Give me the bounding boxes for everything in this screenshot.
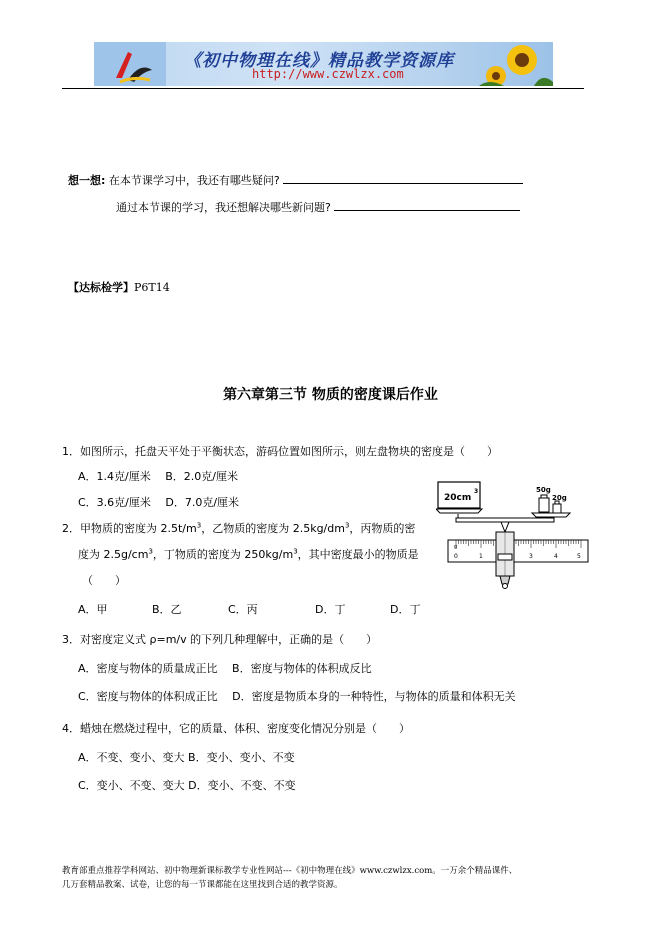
tick-label-3: 3 xyxy=(529,553,533,560)
banner-url[interactable]: http://www.czwlzx.com xyxy=(252,67,404,81)
q2-option-b: B．乙 xyxy=(152,603,182,616)
sunflower-icon xyxy=(479,45,553,86)
q3-stem: 3．对密度定义式 ρ=m/v 的下列几种理解中，正确的是（ ） xyxy=(62,633,378,646)
q2-option-a: A．甲 xyxy=(78,603,108,616)
q2-sup-1: 3 xyxy=(196,521,202,530)
q2-line-1 xyxy=(62,520,415,536)
q1-options-cd: C．3.6克/厘米 D．7.0克/厘米 xyxy=(78,496,240,509)
answer-blank-1[interactable] xyxy=(283,172,523,184)
answer-blank-2[interactable] xyxy=(334,199,520,211)
q2-text-2a: 度为 2.5g/cm xyxy=(78,548,149,561)
scale-ruler xyxy=(448,540,588,562)
q4-options-ab: A．不变、变小、变大 B．变小、变小、不变 xyxy=(78,751,295,764)
q1-stem: 1．如图所示，托盘天平处于平衡状态，游码位置如图所示，则左盘物块的密度是（ ） xyxy=(62,445,498,458)
weight-50g-label: 50g xyxy=(536,486,551,494)
q4-stem: 4．蜡烛在燃烧过程中，它的质量、体积、密度变化情况分别是（ ） xyxy=(62,722,410,735)
check-line xyxy=(68,279,170,295)
q2-text-1b: ，乙物质的密度为 2.5kg/dm xyxy=(201,522,345,535)
q3-options-ab: A．密度与物体的质量成正比 B．密度与物体的体积成反比 xyxy=(78,662,372,675)
beam xyxy=(456,518,554,522)
tick-label-0: 0 xyxy=(454,553,458,560)
q2-sup-2: 3 xyxy=(344,521,350,530)
header-divider xyxy=(62,88,584,89)
think-question-1: 在本节课学习中，我还有哪些疑问? xyxy=(108,174,280,187)
q2-option-d-repeat: D．丁 xyxy=(390,603,421,616)
rider xyxy=(498,554,512,560)
tick-label-1: 1 xyxy=(479,553,483,560)
balance-figure xyxy=(436,478,596,590)
tick-label-4: 4 xyxy=(554,553,558,560)
check-label: 【达标检学】 xyxy=(68,281,134,294)
think-line-2 xyxy=(116,199,520,215)
balance-base xyxy=(500,576,510,584)
q2-sup-4: 3 xyxy=(293,547,298,556)
footer-line-1: 教育部重点推荐学科网站、初中物理新课标教学专业性网站---《初中物理在线》www.czwlzx.com。一万余个精品课件、 xyxy=(62,866,518,876)
q2-option-d: D．丁 xyxy=(315,603,346,616)
q2-sup-3: 3 xyxy=(148,547,153,556)
block-label-sup: 3 xyxy=(474,488,479,495)
think-label: 想一想: xyxy=(68,174,106,187)
q2-text-1c: ，丙物质的密 xyxy=(349,522,416,535)
footer-line-2: 几万套精品教案、试卷，让您的每一节课都能在这里找到合适的教学资源。 xyxy=(62,880,343,890)
q2-line-2 xyxy=(78,546,419,562)
block-label: 20cm xyxy=(444,493,472,503)
header-banner xyxy=(94,42,553,86)
q2-text-2c: ，其中密度最小的物质是 xyxy=(297,548,419,561)
check-ref: P6T14 xyxy=(134,281,170,294)
weight-50g xyxy=(539,498,549,512)
q2-option-c: C．丙 xyxy=(228,603,258,616)
tick-label-5: 5 xyxy=(577,553,581,560)
left-pan xyxy=(436,509,482,513)
weight-20g xyxy=(553,504,561,513)
right-pan xyxy=(532,513,570,517)
q3-options-cd: C．密度与物体的体积成正比 D．密度是物质本身的一种特性，与物体的质量和体积无关 xyxy=(78,690,516,703)
q1-options-ab: A．1.4克/厘米 B．2.0克/厘米 xyxy=(78,470,238,483)
q2-line-3: （ ） xyxy=(82,574,126,587)
page-title: 第六章第三节 物质的密度课后作业 xyxy=(223,387,438,403)
scale-unit: g xyxy=(454,544,458,550)
q4-options-cd: C．变小、不变、变大 D．变小、不变、不变 xyxy=(78,779,296,792)
banner-title: 《初中物理在线》精品教学资源库 xyxy=(184,51,454,71)
q2-text-2b: ，丁物质的密度为 250kg/m xyxy=(152,548,294,561)
think-question-2: 通过本节课的学习，我还想解决哪些新问题? xyxy=(116,201,331,214)
q2-text-1a: 2．甲物质的密度为 2.5t/m xyxy=(62,522,197,535)
weight-20g-label: 20g xyxy=(552,494,567,502)
think-line-1 xyxy=(68,172,523,188)
